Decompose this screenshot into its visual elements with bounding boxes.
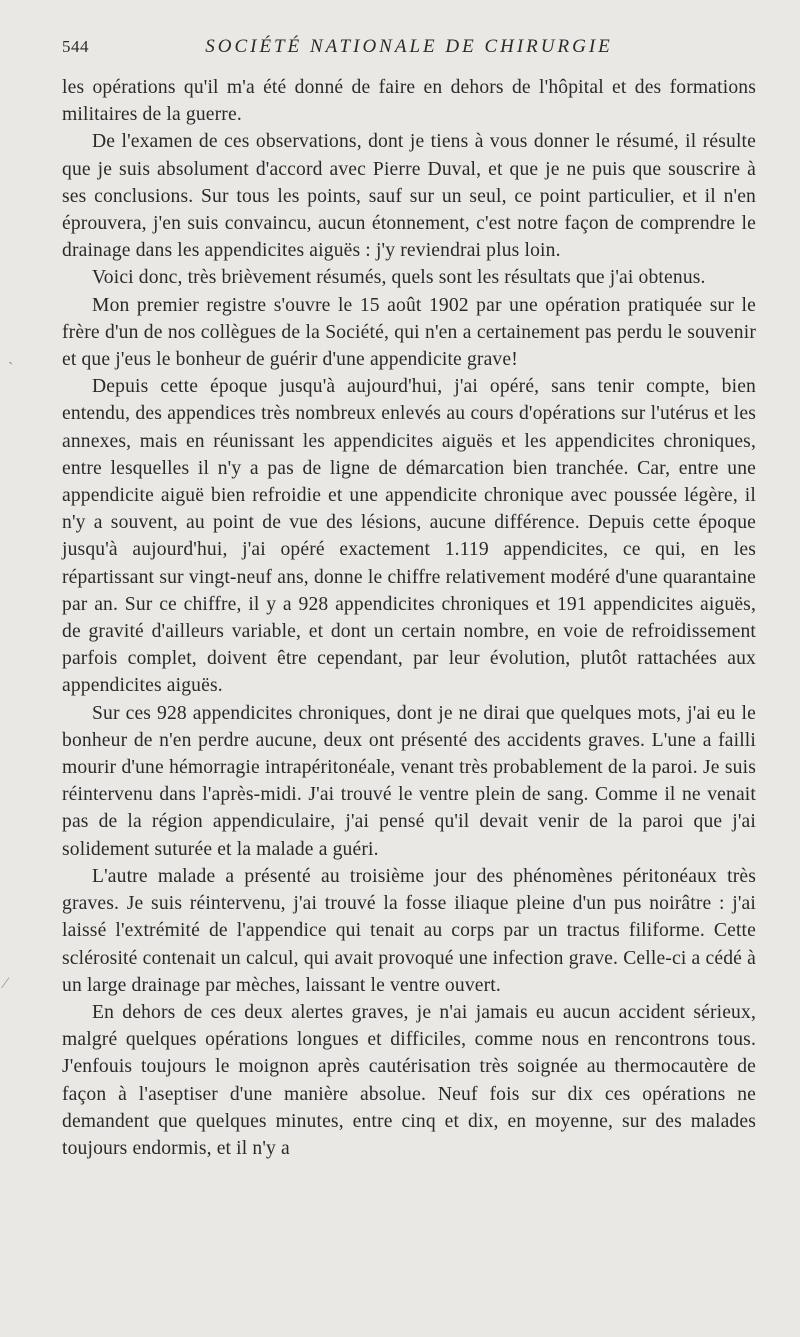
- paragraph: Sur ces 928 appendicites chroniques, dont je ne dirai que quelques mots, j'ai eu le bonheur de n'en perdre aucune, deux ont présenté des accidents graves. L'une a failli mourir d'une hémorragie intrapéritonéale, venant très probablement de la paroi. Je suis réintervenu dans l'après-midi. J'ai trouvé le ventre plein de sang. Comme il ne venait pas de la région appendiculaire, j'ai pensé qu'il devait venir de la paroi que j'ai solidement suturée et la malade a guéri.: [62, 702, 756, 860]
- paragraph: L'autre malade a présenté au troisième jour des phénomènes péritonéaux très graves. Je suis réintervenu, j'ai trouvé la fosse iliaque pleine d'un pus noirâtre : j'ai laissé l'extrémité de l'appendice qui tenait au corps par un tractus filiforme. Cette sclérosité contenait un calcul, qui avait provoqué une infection grave. Celle-ci a cédé à un large drainage par mèches, laissant le ventre ouvert.: [62, 865, 756, 996]
- running-head: [62, 36, 756, 70]
- body-text: [62, 74, 756, 1162]
- page-number: 544: [62, 37, 89, 56]
- paragraph: De l'examen de ces observations, dont je tiens à vous donner le résumé, il résulte que je suis absolument d'accord avec Pierre Duval, et que je ne puis que souscrire à ses conclusions. Sur tous les points, sauf sur un seul, ce point particulier, et il n'en éprouvera, j'en suis convaincu, aucun étonnement, c'est notre façon de comprendre le drainage dans les appendicites aiguës : j'y reviendrai plus loin.: [62, 131, 756, 262]
- margin-tick-mark: ˋ: [8, 360, 14, 377]
- paragraph: Voici donc, très brièvement résumés, quels sont les résultats que j'ai obtenus.: [92, 267, 706, 289]
- paragraph: En dehors de ces deux alertes graves, je n'ai jamais eu aucun accident sérieux, malgré quelques opérations longues et difficiles, comme nous en rencontrons tous. J'enfouis toujours le moignon après cautérisation très soignée au thermocautère de façon à l'aseptiser d'une manière absolue. Neuf fois sur dix ces opérations ne demandent que quelques minutes, entre cinq et dix, en moyenne, sur des malades toujours endormis, et il n'y a: [62, 1001, 756, 1159]
- paragraph-continuation: les opérations qu'il m'a été donné de faire en dehors de l'hôpital et des formations militaires de la guerre.: [62, 77, 756, 126]
- paragraph: Mon premier registre s'ouvre le 15 août 1902 par une opération pratiquée sur le frère d'un de nos collègues de la Société, qui n'en a certainement pas perdu le souvenir et que j'eus le bonheur de guérir d'une appendicite grave!: [62, 294, 756, 371]
- running-title: SOCIÉTÉ NATIONALE DE CHIRURGIE: [205, 36, 613, 57]
- margin-slash-mark: ⁄: [4, 975, 7, 992]
- paragraph: Depuis cette époque jusqu'à aujourd'hui, j'ai opéré, sans tenir compte, bien entendu, des appendices très nombreux enlevés au cours d'opérations sur l'utérus et les annexes, mais en réunissant les appendicites aiguës et les appendicites chroniques, entre lesquelles il n'y a pas de ligne de démarcation bien tranchée. Car, entre une appendicite aiguë bien refroidie et une appendicite chronique avec poussée légère, il n'y a souvent, au point de vue des lésions, aucune différence. Depuis cette époque jusqu'à aujourd'hui, j'ai opéré exactement 1.119 appendicites, ce qui, en les répartissant sur vingt-neuf ans, donne le chiffre relativement modéré d'une quarantaine par an. Sur ce chiffre, il y a 928 appendicites chroniques et 191 appendicites aiguës, de gravité d'ailleurs variable, et dont un certain nombre, en voie de refroidissement parfois complet, doivent être cependant, par leur évolution, plutôt rattachées aux appendicites aiguës.: [62, 376, 756, 697]
